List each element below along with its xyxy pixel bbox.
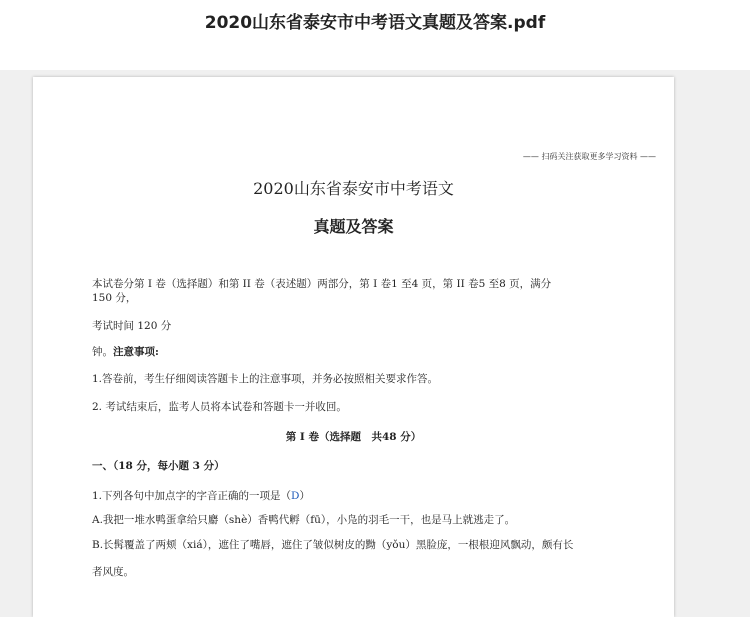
notes-heading: 注意事项: [113, 346, 159, 358]
option-b-line1: B.长髯覆盖了两颊（xiá），遮住了嘴唇，遮住了皱似树皮的黝（yǒu）黑脸庞，一根根迎风飘动，颇有长 [92, 539, 574, 551]
header-note: —— 扫码关注获取更多学习资料 —— [522, 152, 656, 161]
file-title: 2020山东省泰安市中考语文真题及答案.pdf [204, 13, 546, 33]
question-1 [92, 488, 310, 503]
viewer-header [0, 0, 750, 70]
notes-heading-line [92, 344, 159, 359]
question-1-text: 1.下列各句中加点字的字音正确的一项是（ [92, 490, 292, 502]
question-1-close: ） [299, 490, 310, 502]
part-heading: 一、（18 分，每小题 3 分） [92, 460, 225, 472]
section-heading: 第 I 卷（选择题 共48 分） [285, 431, 422, 443]
option-b-line2: 者风度。 [92, 566, 134, 578]
document-page [33, 77, 674, 617]
doc-title-line1: 2020山东省泰安市中考语文 [253, 179, 454, 198]
question-1-answer: D [291, 490, 300, 502]
intro-line1: 本试卷分第 I 卷（选择题）和第 II 卷（表述题）两部分，第 I 卷1 至4 页，第 II 卷5 至8 页，满分 [92, 278, 552, 290]
note-1: 1.答卷前，考生仔细阅读答题卡上的注意事项，并务必按照相关要求作答。 [92, 373, 439, 385]
intro-line2: 150 分， [92, 292, 137, 304]
doc-title-line2: 真题及答案 [313, 217, 394, 236]
note-2: 2. 考试结束后，监考人员将本试卷和答题卡一并收回。 [92, 401, 347, 413]
zhong-text: 钟。 [92, 346, 113, 358]
exam-time: 考试时间 120 分 [92, 320, 172, 332]
option-a: A.我把一堆水鸭蛋拿给只麝（shè）香鸭代孵（fū），小凫的羽毛一干，也是马上就逃走了。 [92, 514, 516, 526]
